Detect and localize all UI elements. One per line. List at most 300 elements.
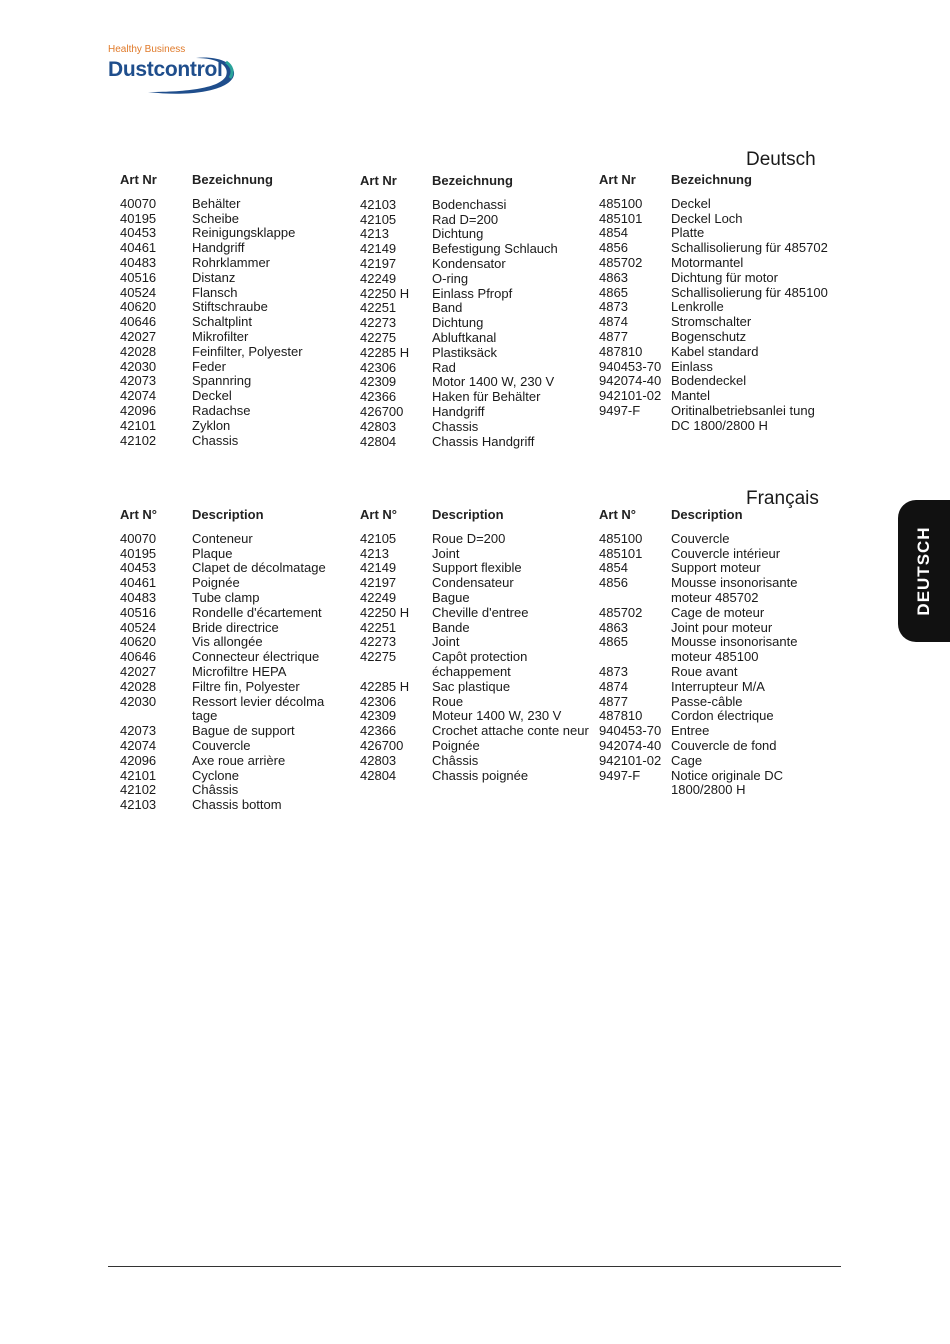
part-number: 426700 [360, 737, 404, 753]
part-row [120, 561, 352, 576]
part-description: Einlass [671, 358, 713, 374]
part-number: 42285 H [360, 678, 410, 694]
header-description: Description [192, 507, 264, 522]
part-row [599, 576, 831, 606]
part-number: 4863 [599, 619, 628, 635]
part-description: Plastiksäck [432, 344, 498, 360]
part-row [120, 330, 352, 345]
part-row [360, 331, 592, 346]
part-row [360, 561, 592, 576]
part-description: O-ring [432, 270, 469, 286]
part-row [599, 561, 831, 576]
part-description: Rad [432, 359, 456, 375]
part-description: Cyclone [192, 767, 239, 783]
part-description: Connecteur électrique [192, 649, 320, 665]
part-number: 942101-02 [599, 752, 662, 768]
part-row [599, 635, 831, 665]
part-row [120, 419, 352, 434]
part-description: Lenkrolle [671, 299, 724, 315]
part-description: Dichtung [432, 226, 484, 242]
part-number: 942074-40 [599, 373, 662, 389]
part-row [599, 226, 831, 241]
part-number: 42149 [360, 241, 397, 257]
part-row [599, 621, 831, 636]
part-description: Chassis poignée [432, 767, 529, 783]
part-row [360, 621, 592, 636]
part-number: 942101-02 [599, 388, 662, 404]
part-number: 485101 [599, 545, 643, 561]
part-row [599, 360, 831, 375]
part-description: Schallisolierung für 485702 [671, 240, 828, 256]
part-row [360, 242, 592, 257]
part-description: Bague [432, 589, 470, 605]
part-number: 42285 H [360, 344, 410, 360]
part-row [599, 241, 831, 256]
part-description: Bague de support [192, 723, 295, 739]
part-row [360, 198, 592, 213]
part-description: Radachse [192, 402, 251, 418]
column-header [120, 508, 352, 523]
part-row [360, 547, 592, 562]
part-number: 4856 [599, 240, 628, 256]
header-art-nr: Art N° [360, 507, 397, 522]
part-description: Vis allongée [192, 634, 263, 650]
part-row [599, 695, 831, 710]
part-number: 42306 [360, 693, 397, 709]
part-description: Kondensator [432, 255, 506, 271]
part-number: 4874 [599, 314, 628, 330]
part-row [120, 345, 352, 360]
header-description: Bezeichnung [192, 172, 273, 187]
part-number: 42027 [120, 328, 157, 344]
part-number: 485702 [599, 254, 643, 270]
part-row [599, 404, 831, 434]
part-description: Bride directrice [192, 619, 279, 635]
part-row [360, 769, 592, 784]
part-row [599, 724, 831, 739]
part-description: Chassis bottom [192, 797, 282, 813]
part-description: Microfiltre HEPA [192, 663, 287, 679]
part-number: 40195 [120, 210, 157, 226]
part-row [120, 226, 352, 241]
part-number: 42249 [360, 589, 397, 605]
part-number: 4856 [599, 575, 628, 591]
part-description: Chassis Handgriff [432, 433, 535, 449]
part-number: 4854 [599, 225, 628, 241]
part-row [599, 547, 831, 562]
part-row [120, 212, 352, 227]
part-number: 40620 [120, 299, 157, 315]
part-description: Kabel standard [671, 343, 759, 359]
part-description: Couvercle [671, 530, 730, 546]
part-number: 42073 [120, 373, 157, 389]
part-number: 42105 [360, 211, 397, 227]
part-number: 42803 [360, 418, 397, 434]
part-row [120, 389, 352, 404]
part-description: Joint pour moteur [671, 619, 773, 635]
logo-name: Dustcontrol [108, 58, 223, 81]
parts-column-fr-3 [599, 508, 831, 798]
part-description: Oritinalbetriebsanlei tung DC 1800/2800 H [671, 402, 815, 433]
part-row [599, 212, 831, 227]
part-description: Flansch [192, 284, 238, 300]
part-row [360, 724, 592, 739]
part-number: 40453 [120, 225, 157, 241]
part-row [599, 300, 831, 315]
part-number: 42804 [360, 433, 397, 449]
part-row [360, 754, 592, 769]
part-row [360, 287, 592, 302]
part-description: Haken für Behälter [432, 389, 541, 405]
part-number: 42273 [360, 315, 397, 331]
part-row [360, 650, 592, 680]
part-number: 42366 [360, 389, 397, 405]
part-description: Band [432, 300, 463, 316]
part-description: Deckel [671, 195, 711, 211]
part-description: Tube clamp [192, 589, 260, 605]
column-header [599, 173, 831, 188]
part-number: 4877 [599, 693, 628, 709]
part-row [360, 420, 592, 435]
part-row [360, 635, 592, 650]
parts-column-de-2 [360, 174, 592, 449]
part-number: 42073 [120, 723, 157, 739]
part-row [120, 547, 352, 562]
part-row [599, 286, 831, 301]
part-row [120, 650, 352, 665]
part-description: Axe roue arrière [192, 752, 286, 768]
part-row [360, 375, 592, 390]
part-number: 42803 [360, 752, 397, 768]
part-number: 940453-70 [599, 723, 662, 739]
part-row [599, 739, 831, 754]
part-number: 40483 [120, 254, 157, 270]
part-description: Dichtung [432, 315, 484, 331]
part-row [599, 256, 831, 271]
part-description: Ressort levier décolma tage [192, 693, 325, 724]
part-description: Bodenchassi [432, 196, 507, 212]
part-row [360, 272, 592, 287]
part-number: 40070 [120, 530, 157, 546]
part-description: Spannring [192, 373, 252, 389]
part-row [360, 576, 592, 591]
part-row [599, 709, 831, 724]
part-row [120, 434, 352, 449]
part-description: Moteur 1400 W, 230 V [432, 708, 562, 724]
part-number: 40461 [120, 240, 157, 256]
part-row [360, 709, 592, 724]
column-header [120, 173, 352, 188]
part-description: Handgriff [432, 403, 485, 419]
part-number: 40620 [120, 634, 157, 650]
part-number: 42096 [120, 402, 157, 418]
part-number: 40646 [120, 649, 157, 665]
part-row [599, 532, 831, 547]
part-description: Schallisolierung für 485100 [671, 284, 828, 300]
part-row [360, 435, 592, 450]
part-number: 485100 [599, 530, 643, 546]
part-number: 42101 [120, 767, 157, 783]
part-description: Feinfilter, Polyester [192, 343, 303, 359]
part-description: Roue avant [671, 663, 738, 679]
part-description: Passe-câble [671, 693, 743, 709]
part-row [599, 769, 831, 799]
part-number: 40453 [120, 560, 157, 576]
part-row [120, 724, 352, 739]
part-description: Einlass Pfropf [432, 285, 513, 301]
part-description: Motor 1400 W, 230 V [432, 374, 555, 390]
part-number: 4865 [599, 284, 628, 300]
part-row [120, 532, 352, 547]
part-row [120, 374, 352, 389]
part-number: 4213 [360, 226, 389, 242]
part-row [360, 301, 592, 316]
header-description: Bezeichnung [432, 173, 513, 188]
part-number: 42804 [360, 767, 397, 783]
part-number: 40524 [120, 619, 157, 635]
header-art-nr: Art N° [120, 507, 157, 522]
part-number: 42103 [360, 196, 397, 212]
part-number: 42030 [120, 358, 157, 374]
part-description: Stiftschraube [192, 299, 268, 315]
part-number: 42251 [360, 619, 397, 635]
part-description: Rondelle d'écartement [192, 604, 322, 620]
part-number: 42273 [360, 634, 397, 650]
header-description: Description [432, 507, 504, 522]
part-row [360, 213, 592, 228]
part-number: 40483 [120, 589, 157, 605]
part-description: Cordon électrique [671, 708, 774, 724]
part-row [360, 532, 592, 547]
part-number: 42149 [360, 560, 397, 576]
part-row [120, 680, 352, 695]
part-description: Chassis [192, 432, 239, 448]
part-number: 42102 [120, 782, 157, 798]
part-description: Motormantel [671, 254, 744, 270]
header-art-nr: Art N° [599, 507, 636, 522]
part-description: Roue [432, 693, 464, 709]
part-description: Deckel Loch [671, 210, 743, 226]
part-row [360, 316, 592, 331]
part-description: Bande [432, 619, 470, 635]
part-row [599, 665, 831, 680]
part-description: Befestigung Schlauch [432, 241, 558, 257]
part-number: 40070 [120, 195, 157, 211]
part-row [120, 695, 352, 725]
part-number: 42030 [120, 693, 157, 709]
part-number: 4865 [599, 634, 628, 650]
part-number: 4873 [599, 663, 628, 679]
part-number: 940453-70 [599, 358, 662, 374]
part-row [120, 360, 352, 375]
part-description: Platte [671, 225, 705, 241]
part-number: 40195 [120, 545, 157, 561]
part-number: 487810 [599, 343, 643, 359]
part-description: Support moteur [671, 560, 761, 576]
part-number: 42074 [120, 737, 157, 753]
part-number: 942074-40 [599, 737, 662, 753]
part-row [360, 606, 592, 621]
part-description: Rohrklammer [192, 254, 271, 270]
part-description: Capôt protection échappement [432, 649, 528, 679]
part-description: Scheibe [192, 210, 239, 226]
part-row [120, 798, 352, 813]
part-description: Stromschalter [671, 314, 752, 330]
header-art-nr: Art Nr [599, 172, 636, 187]
part-row [120, 241, 352, 256]
language-side-tab [898, 500, 950, 642]
part-description: Bodendeckel [671, 373, 747, 389]
part-number: 4874 [599, 678, 628, 694]
part-number: 426700 [360, 403, 404, 419]
part-description: Poignée [432, 737, 480, 753]
part-number: 4213 [360, 545, 389, 561]
part-row [360, 405, 592, 420]
part-description: Interrupteur M/A [671, 678, 765, 694]
part-row [360, 680, 592, 695]
part-description: Mikrofilter [192, 328, 249, 344]
part-description: Reinigungsklappe [192, 225, 296, 241]
side-tab-label: DEUTSCH [914, 526, 933, 616]
part-description: Mousse insonorisante moteur 485702 [671, 575, 798, 605]
part-number: 42309 [360, 708, 397, 724]
header-description: Description [671, 507, 743, 522]
part-row [360, 361, 592, 376]
part-row [599, 606, 831, 621]
part-description: Chassis [432, 418, 479, 434]
part-number: 42105 [360, 530, 397, 546]
part-description: Feder [192, 358, 226, 374]
part-row [360, 227, 592, 242]
part-number: 40516 [120, 604, 157, 620]
part-number: 485702 [599, 604, 643, 620]
header-art-nr: Art Nr [360, 173, 397, 188]
part-description: Deckel [192, 388, 232, 404]
part-description: Cage [671, 752, 703, 768]
parts-column-de-3 [599, 173, 831, 434]
part-row [120, 739, 352, 754]
part-number: 485101 [599, 210, 643, 226]
part-description: Châssis [192, 782, 239, 798]
header-art-nr: Art Nr [120, 172, 157, 187]
part-description: Couvercle intérieur [671, 545, 781, 561]
part-row [120, 591, 352, 606]
part-description: Châssis [432, 752, 479, 768]
part-description: Crochet attache conte neur [432, 723, 589, 739]
part-row [120, 271, 352, 286]
column-header [599, 508, 831, 523]
part-number: 42275 [360, 649, 397, 665]
part-number: 40461 [120, 575, 157, 591]
part-row [120, 197, 352, 212]
part-row [599, 330, 831, 345]
part-description: Poignée [192, 575, 240, 591]
part-description: Cage de moteur [671, 604, 765, 620]
section-title-francais: Français [746, 488, 819, 509]
part-row [599, 374, 831, 389]
part-number: 42102 [120, 432, 157, 448]
part-row [360, 695, 592, 710]
part-row [120, 783, 352, 798]
part-description: Roue D=200 [432, 530, 506, 546]
part-description: Distanz [192, 269, 236, 285]
part-row [599, 315, 831, 330]
footer-divider [108, 1266, 841, 1267]
part-row [360, 591, 592, 606]
part-description: Dichtung für motor [671, 269, 778, 285]
column-header [360, 508, 592, 523]
part-number: 42197 [360, 575, 397, 591]
part-description: Rad D=200 [432, 211, 499, 227]
part-description: Filtre fin, Polyester [192, 678, 300, 694]
part-row [599, 271, 831, 286]
part-description: Clapet de décolmatage [192, 560, 326, 576]
part-row [360, 346, 592, 361]
part-number: 42027 [120, 663, 157, 679]
part-description: Entree [671, 723, 710, 739]
part-row [120, 315, 352, 330]
part-row [599, 389, 831, 404]
part-number: 42103 [120, 797, 157, 813]
part-number: 42306 [360, 359, 397, 375]
part-description: Couvercle [192, 737, 251, 753]
part-description: Mousse insonorisante moteur 485100 [671, 634, 798, 665]
part-description: Behälter [192, 195, 241, 211]
part-number: 42275 [360, 329, 397, 345]
header-description: Bezeichnung [671, 172, 752, 187]
parts-column-de-1 [120, 173, 352, 448]
part-description: Condensateur [432, 575, 514, 591]
part-number: 42096 [120, 752, 157, 768]
part-number: 42028 [120, 678, 157, 694]
part-number: 9497-F [599, 402, 641, 418]
part-number: 42250 H [360, 285, 410, 301]
part-description: Bogenschutz [671, 328, 747, 344]
part-row [599, 345, 831, 360]
part-number: 9497-F [599, 767, 641, 783]
part-description: Couvercle de fond [671, 737, 777, 753]
dustcontrol-logo [108, 44, 242, 96]
part-number: 4873 [599, 299, 628, 315]
part-number: 42250 H [360, 604, 410, 620]
parts-column-fr-1 [120, 508, 352, 813]
part-number: 40516 [120, 269, 157, 285]
part-description: Support flexible [432, 560, 522, 576]
part-description: Plaque [192, 545, 233, 561]
part-number: 42309 [360, 374, 397, 390]
part-row [120, 606, 352, 621]
part-row [360, 739, 592, 754]
part-row [120, 300, 352, 315]
part-row [120, 256, 352, 271]
part-row [360, 390, 592, 405]
part-description: Zyklon [192, 417, 231, 433]
part-number: 40646 [120, 314, 157, 330]
parts-column-fr-2 [360, 508, 592, 783]
part-row [599, 754, 831, 769]
part-row [120, 665, 352, 680]
part-row [120, 635, 352, 650]
part-number: 42251 [360, 300, 397, 316]
part-row [120, 754, 352, 769]
part-row [120, 621, 352, 636]
part-row [360, 257, 592, 272]
part-number: 42028 [120, 343, 157, 359]
part-description: Joint [432, 634, 460, 650]
column-header [360, 174, 592, 189]
part-number: 4877 [599, 328, 628, 344]
part-number: 42249 [360, 270, 397, 286]
